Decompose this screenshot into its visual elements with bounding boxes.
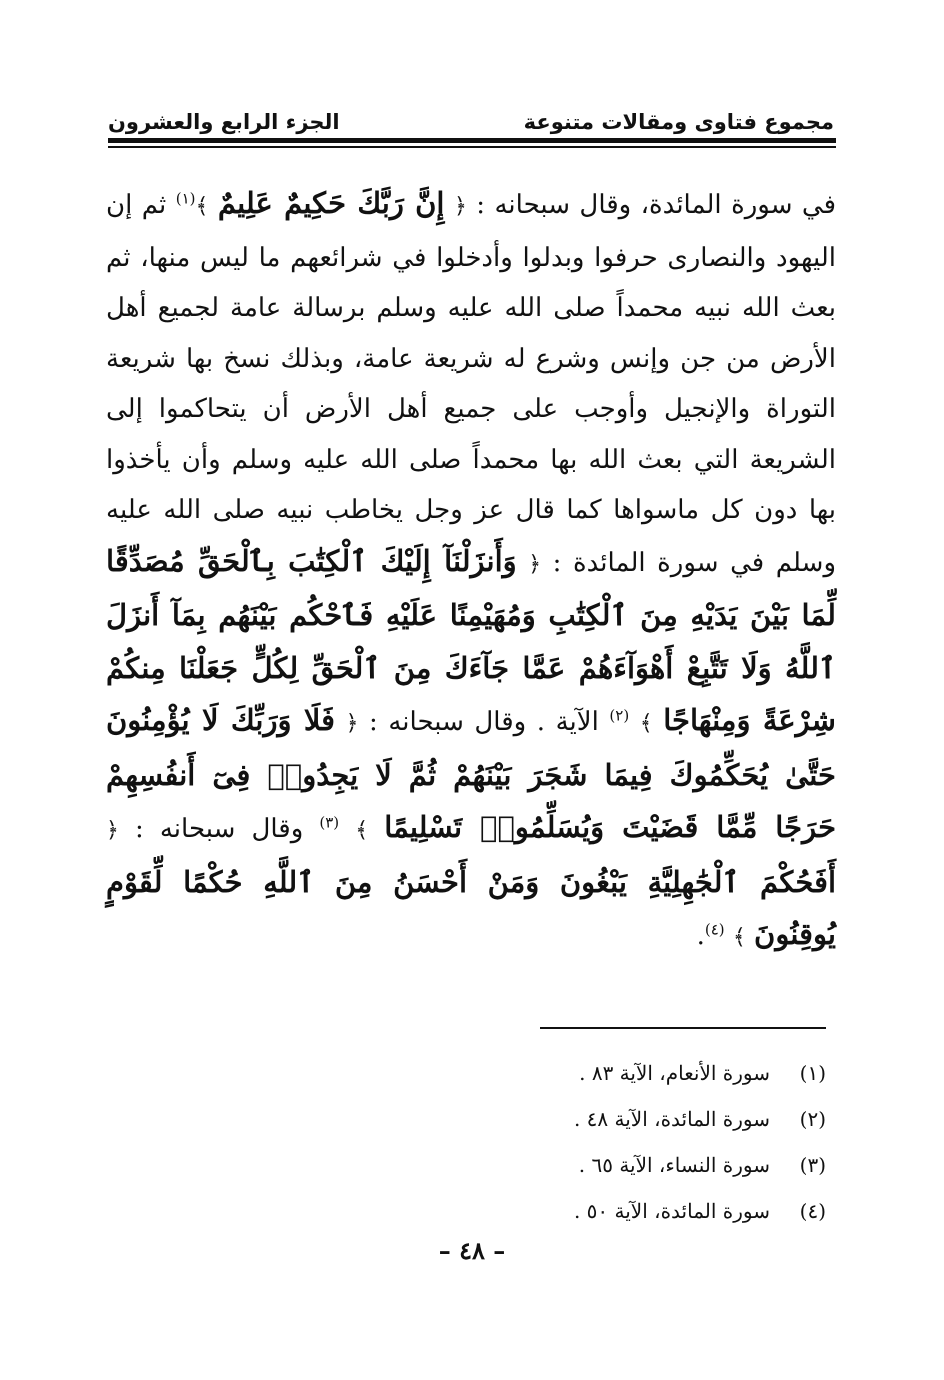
- ayah-close-bracket: ﴾: [355, 818, 369, 843]
- quran-verse: فَلَا وَرَبِّكَ لَا يُؤْمِنُونَ حَتَّىٰ يُحَكِّمُوكَ فِيمَا شَجَرَ بَيْنَهُمْ ثُمَّ لَا يَجِدُوا۟ فِىٓ أَنفُسِهِمْ حَرَجًا مِّمَّا قَضَيْتَ وَيُسَلِّمُوا۟ تَسْلِيمًا: [106, 703, 837, 844]
- quran-verse: أَفَحُكْمَ ٱلْجَٰهِلِيَّةِ يَبْغُونَ وَمَنْ أَحْسَنُ مِنَ ٱللَّهِ حُكْمًا لِّقَوْمٍ يُوقِنُونَ: [106, 864, 836, 951]
- header-rule-thick: [108, 138, 836, 143]
- footnote-item: [326, 1096, 826, 1142]
- running-header: [108, 96, 834, 134]
- header-rule: [108, 138, 836, 150]
- footnote-text: سورة النساء، الآية ٦٥ .: [578, 1153, 770, 1177]
- footnote-text: سورة المائدة، الآية ٤٨ .: [573, 1107, 770, 1131]
- footnote-text: سورة المائدة، الآية ٥٠ .: [573, 1199, 770, 1223]
- ayah-open-bracket: ﴿: [345, 711, 359, 736]
- footnotes: [326, 1050, 826, 1234]
- ayah-close-bracket: ﴾: [195, 194, 209, 219]
- footnote-ref: (١): [175, 189, 196, 208]
- footnote-number: (٣): [799, 1153, 826, 1177]
- page-number: – ٤٨ –: [438, 1236, 506, 1265]
- text-run: في سورة المائدة، وقال سبحانه :: [466, 190, 837, 220]
- footnote-number: (٢): [799, 1107, 826, 1131]
- footnote-text: سورة الأنعام، الآية ٨٣ .: [579, 1061, 770, 1085]
- footnote-number: (٤): [799, 1199, 826, 1223]
- footnote-separator: [540, 1027, 826, 1029]
- text-run: .: [696, 921, 705, 951]
- footnote-item: [326, 1188, 826, 1234]
- header-rule-thin: [108, 146, 836, 148]
- footnote-ref: (٣): [319, 813, 340, 832]
- book-title: مجموع فتاوى ومقالات متنوعة: [523, 110, 834, 134]
- ayah-close-bracket: ﴾: [732, 925, 746, 950]
- body-paragraph: [106, 178, 836, 964]
- ayah-open-bracket: ﴿: [453, 194, 467, 219]
- quran-verse: إِنَّ رَبَّكَ حَكِيمٌ عَلِيمٌ: [217, 186, 445, 220]
- footnote-item: [326, 1050, 826, 1096]
- footnote-item: [326, 1142, 826, 1188]
- footnote-number: (١): [799, 1061, 826, 1085]
- text-run: ثم إن اليهود والنصارى حرفوا وبدلوا وأدخلوا في شرائعهم ما ليس منها، ثم بعث الله نبيه محمداً صلى الله عليه وسلم برسالة عامة لجميع أهل الأرض من جن وإنس وشرع له شريعة عامة، وبذلك نسخ بها شريعة التوراة والإنجيل وأوجب على جميع أهل الأرض أن يتحاكموا إلى الشريعة التي بعث الله بها محمداً صلى الله عليه وسلم وأن يأخذوا بها دون كل ماسواها كما قال عز وجل يخاطب نبيه صلى الله عليه وسلم في سورة المائدة :: [106, 190, 837, 578]
- footnote-ref: (٢): [609, 706, 630, 725]
- ayah-open-bracket: ﴿: [528, 551, 542, 577]
- body-text: [106, 178, 836, 964]
- ayah-open-bracket: ﴿: [106, 818, 119, 843]
- ayah-close-bracket: ﴾: [639, 711, 653, 736]
- text-run: الآية . وقال سبحانه :: [358, 707, 610, 737]
- volume-label: الجزء الرابع والعشرون: [108, 110, 340, 134]
- quran-verse: وَأَنزَلْنَآ إِلَيْكَ ٱلْكِتَٰبَ بِٱلْحَقِّ مُصَدِّقًا لِّمَا بَيْنَ يَدَيْهِ مِنَ ٱلْكِتَٰبِ وَمُهَيْمِنًا عَلَيْهِ فَٱحْكُم بَيْنَهُم بِمَآ أَنزَلَ ٱللَّهُ وَلَا تَتَّبِعْ أَهْوَآءَهُمْ عَمَّا جَآءَكَ مِنَ ٱلْحَقِّ لِكُلٍّ جَعَلْنَا مِنكُمْ شِرْعَةً وَمِنْهَاجًا: [106, 543, 836, 737]
- text-run: وقال سبحانه :: [118, 814, 320, 844]
- footnote-ref: (٤): [704, 920, 725, 939]
